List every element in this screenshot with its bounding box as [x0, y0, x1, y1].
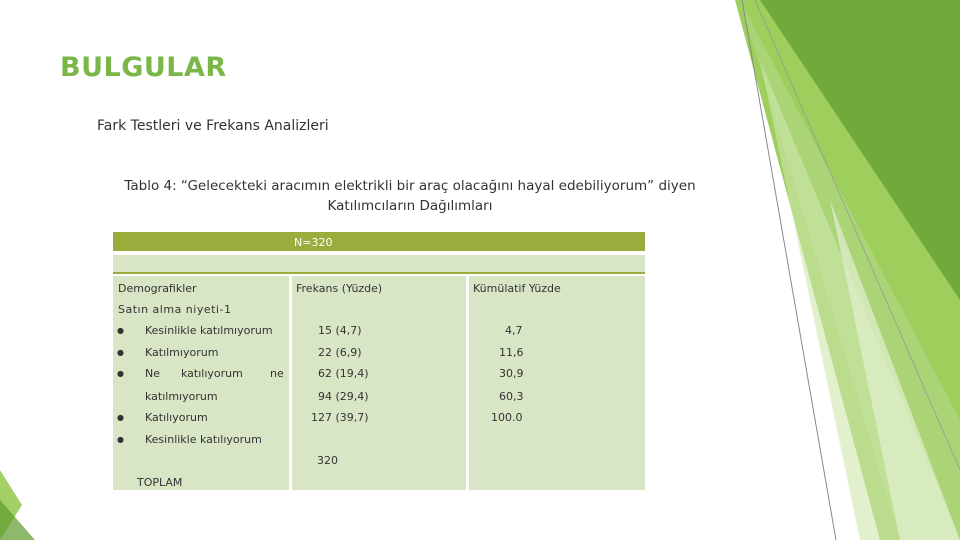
frequency-value: 62 (19,4) [318, 367, 369, 380]
cumulative-value: 4,7 [505, 324, 523, 337]
cumulative-value: 100.0 [491, 411, 523, 424]
bullet-icon: ● [117, 348, 124, 357]
frequency-value: 22 (6,9) [318, 346, 362, 359]
table-band-top [113, 232, 645, 251]
bullet-icon: ● [117, 413, 124, 422]
frequency-table [113, 232, 645, 490]
list-item-part: Ne [145, 367, 160, 380]
bullet-icon: ● [117, 435, 124, 444]
header-frequency: Frekans (Yüzde) [296, 282, 383, 295]
table-header-band [113, 272, 645, 274]
slide-subtitle: Fark Testleri ve Frekans Analizleri [97, 118, 329, 134]
list-item: Katılıyorum [145, 411, 208, 424]
header-cumulative: Kümülatif Yüzde [473, 282, 561, 295]
list-item: Kesinlikle katılıyorum [145, 433, 262, 446]
list-item-part: ne [270, 367, 284, 380]
list-item: Katılmıyorum [145, 346, 219, 359]
frequency-value: 94 (29,4) [318, 390, 369, 403]
header-demographics: Demografikler [118, 282, 197, 295]
col-cumulative [469, 276, 645, 490]
frequency-value: 15 (4,7) [318, 324, 362, 337]
cumulative-value: 11,6 [499, 346, 524, 359]
table-caption [80, 176, 740, 216]
list-item-part: katılıyorum [181, 367, 243, 380]
caption-line-1: Tablo 4: “Gelecekteki aracımın elektrikli bir araç olacağını hayal edebiliyorum” diyen [124, 178, 696, 194]
table-spacer-row [113, 255, 645, 272]
bullet-icon: ● [117, 326, 124, 335]
frequency-total: 320 [317, 454, 338, 467]
caption-line-2: Katılımcıların Dağılımları [327, 198, 493, 214]
frequency-value: 127 (39,7) [311, 411, 369, 424]
bullet-icon: ● [117, 369, 124, 378]
cumulative-value: 30,9 [499, 367, 524, 380]
section-label: Satın alma niyeti-1 [118, 303, 232, 316]
slide-title: BULGULAR [60, 52, 227, 83]
n-label: N=320 [294, 236, 333, 249]
list-item-part: katılmıyorum [145, 390, 218, 403]
cumulative-value: 60,3 [499, 390, 524, 403]
list-item: Kesinlikle katılmıyorum [145, 324, 273, 337]
total-label: TOPLAM [137, 476, 183, 489]
